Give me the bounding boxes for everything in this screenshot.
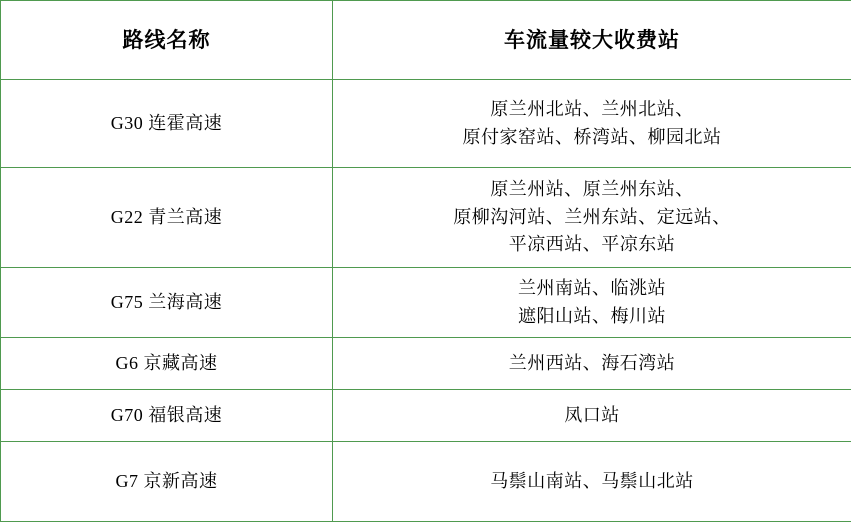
route-name-cell: G6 京藏高速: [1, 338, 333, 390]
stations-cell: [333, 442, 851, 522]
stations-cell: [333, 390, 851, 442]
station-line: 凤口站: [564, 404, 620, 425]
table-row: [1, 168, 851, 268]
station-line: 兰州南站、临洮站: [518, 277, 666, 298]
route-name-cell: G7 京新高速: [1, 442, 333, 522]
table-header-row: [1, 1, 851, 80]
route-name-cell: G22 青兰高速: [1, 168, 333, 268]
stations-cell: [333, 168, 851, 268]
station-line: 平凉西站、平凉东站: [508, 234, 676, 255]
station-line: 遮阳山站、梅川站: [518, 305, 666, 326]
stations-cell: [333, 268, 851, 338]
station-line: 原兰州北站、兰州北站、: [490, 98, 694, 119]
route-name-cell: G30 连霍高速: [1, 80, 333, 168]
station-line: 马鬃山南站、马鬃山北站: [490, 470, 694, 491]
table-row: [1, 268, 851, 338]
stations-cell: [333, 80, 851, 168]
station-line: 原付家窑站、桥湾站、柳园北站: [462, 126, 722, 147]
table-row: [1, 390, 851, 442]
table-body: [1, 80, 851, 522]
stations-cell: [333, 338, 851, 390]
route-name-cell: G70 福银高速: [1, 390, 333, 442]
table-header: [1, 1, 851, 80]
column-header-stations: 车流量较大收费站: [333, 1, 851, 80]
station-line: 原兰州站、原兰州东站、: [490, 178, 694, 199]
table-row: [1, 442, 851, 522]
table-row: [1, 338, 851, 390]
column-header-route: 路线名称: [1, 1, 333, 80]
route-name-cell: G75 兰海高速: [1, 268, 333, 338]
station-line: 原柳沟河站、兰州东站、定远站、: [453, 206, 731, 227]
station-line: 兰州西站、海石湾站: [508, 352, 676, 373]
table-row: [1, 80, 851, 168]
